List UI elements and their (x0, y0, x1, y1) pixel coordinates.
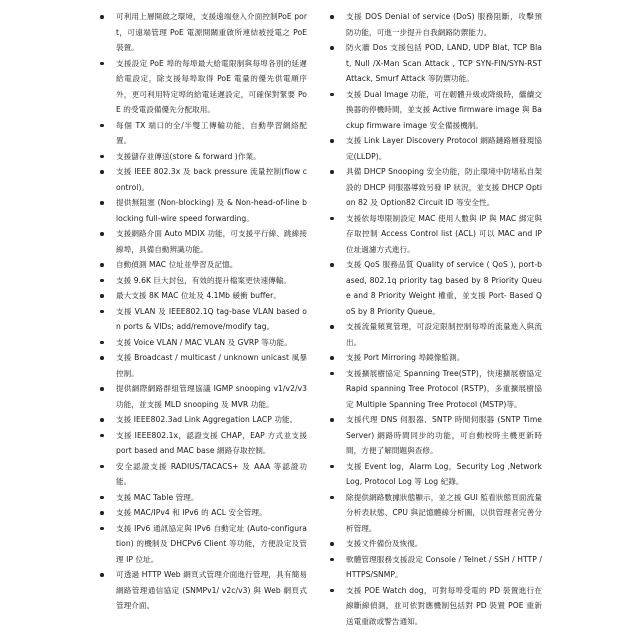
feature-text: 支援儲存並傳送(store & forward )作業。 (116, 151, 261, 161)
bullet-icon (330, 558, 334, 562)
bullet-icon (100, 15, 104, 19)
feature-item (327, 9, 542, 40)
feature-item (327, 211, 542, 258)
feature-text: 支援 IEEE802.3ad Link Aggregation LACP 功能。 (116, 415, 298, 424)
feature-text: 自動偵測 MAC 位址並學習及記憶。 (116, 260, 238, 269)
bullet-icon (100, 434, 104, 438)
feature-text: 支援 Dual Image 功能，可在韌體升級或降級時，繼續交換器的停機時間，並支援 Active firmware image 與 Backup firmware image 安全備援機制。 (346, 89, 542, 130)
feature-text: 支援 QoS 服務品質 Quality of service ( QoS ), port-based, 802.1q priority tag based by 8 Priority Queue and 8 Priority Weight 權重，並支援 Port- Based QoS by 8 Priority Queue。 (346, 260, 542, 316)
feature-item (97, 304, 307, 335)
bullet-icon (100, 124, 104, 128)
feature-item (327, 319, 542, 350)
bullet-icon (100, 201, 104, 205)
feature-item (97, 273, 307, 289)
bullet-icon (100, 573, 104, 577)
feature-text: 提供無阻塞 (Non-blocking) 及 & Non-head-of-line blocking full-wire speed forwarding。 (116, 198, 307, 223)
bullet-icon (330, 170, 334, 174)
bullet-icon (100, 294, 104, 298)
feature-item (327, 87, 542, 134)
feature-item (97, 412, 307, 428)
feature-item (327, 490, 542, 537)
feature-text: 支援 IPv6 通訊協定與 IPv6 自動定址 (Auto-configuration) 的機制及 DHCPv6 Client 等功能，方便設定及管理 IP 位址。 (116, 523, 307, 564)
right-feature-list (327, 9, 542, 629)
bullet-icon (330, 46, 334, 50)
feature-item (97, 350, 307, 381)
bullet-icon (100, 232, 104, 236)
bullet-icon (100, 496, 104, 500)
feature-item (327, 133, 542, 164)
bullet-icon (100, 341, 104, 345)
feature-text: 支援 Broadcast / multicast / unknown unicast 風暴控制。 (116, 353, 307, 378)
bullet-icon (100, 155, 104, 159)
feature-item (97, 149, 307, 165)
feature-item (327, 350, 542, 366)
feature-item (97, 257, 307, 273)
feature-item (97, 459, 307, 490)
feature-text: 防火牆 Dos 支援包括 POD, LAND, UDP Blat, TCP Blat, Null /X-Man Scan Attack , TCP SYN-FIN/SYN-RST Attack, Smurf Attack 等防禦功能。 (346, 43, 542, 83)
bullet-icon (330, 542, 334, 546)
feature-item (97, 56, 307, 118)
feature-item (97, 381, 307, 412)
feature-item (97, 335, 307, 351)
feature-text: 提供網際網路群組管理協議 IGMP snooping v1/v2/v3 功能，並支援 MLD snooping 及 MVR 功能。 (116, 384, 307, 409)
feature-text: 支援 IEEE802.1x，認證支援 CHAP，EAP 方式並支援 port based and MAC base 網路存取控制。 (116, 430, 307, 455)
feature-text: 支援代理 DNS 伺服器、SNTP 時間伺服器 (SNTP Time Server) 網路時間同步的功能，可自動校時主機更新時間，方便了解問題與查修。 (346, 415, 542, 455)
feature-text: 軟體管理服務支援設定 Console / Telnet / SSH / HTTP /HTTPS/SNMP。 (346, 554, 542, 579)
bullet-icon (100, 511, 104, 515)
feature-item (327, 366, 542, 413)
bullet-icon (330, 465, 334, 469)
bullet-icon (100, 465, 104, 469)
bullet-icon (330, 263, 334, 267)
feature-text: 支援流量頻寬管理，可設定限制控制每埠的流量進入與流出。 (346, 322, 542, 347)
feature-text: 可透過 HTTP Web 網頁式管理介面進行管理，具有簡易網路管理通信協定 (SNMPv1/ v2c/v3) 與 Web 網頁式管理介面。 (116, 570, 307, 610)
feature-text: 支援 9.6K 巨大封包，有效的提升檔案更快速傳輸。 (116, 275, 292, 285)
bullet-icon (100, 62, 104, 66)
bullet-icon (330, 356, 334, 360)
bullet-icon (330, 325, 334, 329)
feature-item (327, 459, 542, 490)
feature-item (97, 195, 307, 226)
bullet-icon (100, 310, 104, 314)
feature-text: 除提供網路數據狀態顯示，並之援 GUI 監看狀態頁面流量分析表狀態、CPU 與記憶體線分析圖，以供管理者完善分析管理。 (346, 492, 542, 533)
feature-text: 支援 Port Mirroring 埠鏡像監測。 (346, 353, 465, 362)
bullet-icon (100, 356, 104, 360)
feature-item (327, 412, 542, 459)
bullet-icon (330, 139, 334, 143)
bullet-icon (100, 387, 104, 391)
feature-text: 支援 MAC Table 管理。 (116, 492, 199, 502)
feature-item (327, 40, 542, 87)
feature-item (327, 552, 542, 583)
bullet-icon (330, 418, 334, 422)
feature-text: 支援 Event log，Alarm Log，Security Log ,Network Log, Protocol Log 等 Log 紀錄。 (346, 461, 542, 486)
bullet-icon (100, 527, 104, 531)
bullet-icon (330, 589, 334, 593)
feature-text: 支援文件備份及恢復。 (346, 539, 423, 548)
feature-text: 支援 IEEE 802.3x 及 back pressure 流量控制(flow control)。 (116, 167, 307, 192)
bullet-icon (100, 170, 104, 174)
feature-text: 支援 MAC/IPv4 和 IPv6 的 ACL 安全管理。 (116, 508, 267, 517)
feature-item (327, 536, 542, 552)
feature-text: 最大支援 8K MAC 位址及 4.1Mb 緩衝 buffer。 (116, 291, 281, 300)
feature-item (327, 583, 542, 630)
feature-text: 支援設定 PoE 埠的每埠最大給電限制與每埠各別的延遲給電設定，除支援每埠取得 PoE 電量的優先供電順序外，更可利用特定埠的給電延遲設定，可確保對緊要 PoE 的受電設備優先分配取用。 (116, 58, 307, 114)
feature-item (97, 567, 307, 614)
feature-item (97, 490, 307, 506)
bullet-icon (330, 93, 334, 97)
feature-text: 每個 TX 端口的全/半雙工傳輸功能，自動學習網絡配置。 (116, 120, 307, 145)
bullet-icon (330, 372, 334, 376)
bullet-icon (100, 263, 104, 267)
feature-text: 具備 DHCP Snooping 安全功能，防止環境中防堵私自架設的 DHCP 伺服器導致另發 IP 狀況，並支援 DHCP Option 82 及 Option82 Circuit ID 等安全性。 (346, 167, 542, 207)
feature-item (97, 521, 307, 568)
bullet-icon (100, 418, 104, 422)
feature-text: 支援 POE Watch dog，可對每埠受電的 PD 裝置進行在線斷線偵測，並可依對應機制包括對 PD 裝置 POE 重新送電重啟或警告通知。 (346, 585, 542, 626)
feature-text: 支援 Voice VLAN / MAC VLAN 及 GVRP 等功能。 (116, 337, 292, 347)
feature-text: 可利用上層開啟之環境，支援遠端登入介面控制PoE port，可遠端管理 PoE 電源開關重啟所連結被授電之 PoE 裝置。 (116, 12, 307, 52)
feature-text: 支援 DOS Denial of service (DoS) 服務阻斷，攻擊預防功能，可進一步提升自我網路防禦能力。 (346, 12, 542, 37)
feature-item (97, 428, 307, 459)
bullet-icon (330, 217, 334, 221)
feature-text: 支援網路介面 Auto MDIX 功能，可支援平行線、跳線接線埠，具備自動辨識功能。 (116, 229, 307, 254)
feature-text: 支援 VLAN 及 IEEE802.1Q tag-base VLAN based on ports & VIDs; add/remove/modify tag。 (116, 306, 307, 331)
feature-item (327, 164, 542, 211)
feature-item (97, 226, 307, 257)
bullet-icon (330, 15, 334, 19)
feature-item (97, 9, 307, 56)
left-feature-list (97, 9, 307, 614)
feature-item (97, 288, 307, 304)
feature-text: 支援擴展樹協定 Spanning Tree(STP)，快速擴展樹協定 Rapid spanning Tree Protocol (RSTP)，多重擴展樹協定 Multiple Spanning Tree Protocol (MSTP)等。 (346, 368, 542, 409)
feature-text: 支援 Link Layer Discovery Protocol 網路鏈路層發現協定(LLDP)。 (346, 136, 542, 161)
feature-text: 安全認證支援 RADIUS/TACACS+ 及 AAA 等認證功能。 (116, 461, 307, 486)
feature-item (97, 118, 307, 149)
feature-item (97, 164, 307, 195)
feature-item (97, 505, 307, 521)
bullet-icon (330, 496, 334, 500)
bullet-icon (100, 279, 104, 283)
feature-text: 支援依每埠限制設定 MAC 使用人數與 IP 與 MAC 綁定與存取控制 Access Control list (ACL) 可以 MAC and IP 位址過濾方式進行。 (346, 213, 542, 254)
feature-item (327, 257, 542, 319)
